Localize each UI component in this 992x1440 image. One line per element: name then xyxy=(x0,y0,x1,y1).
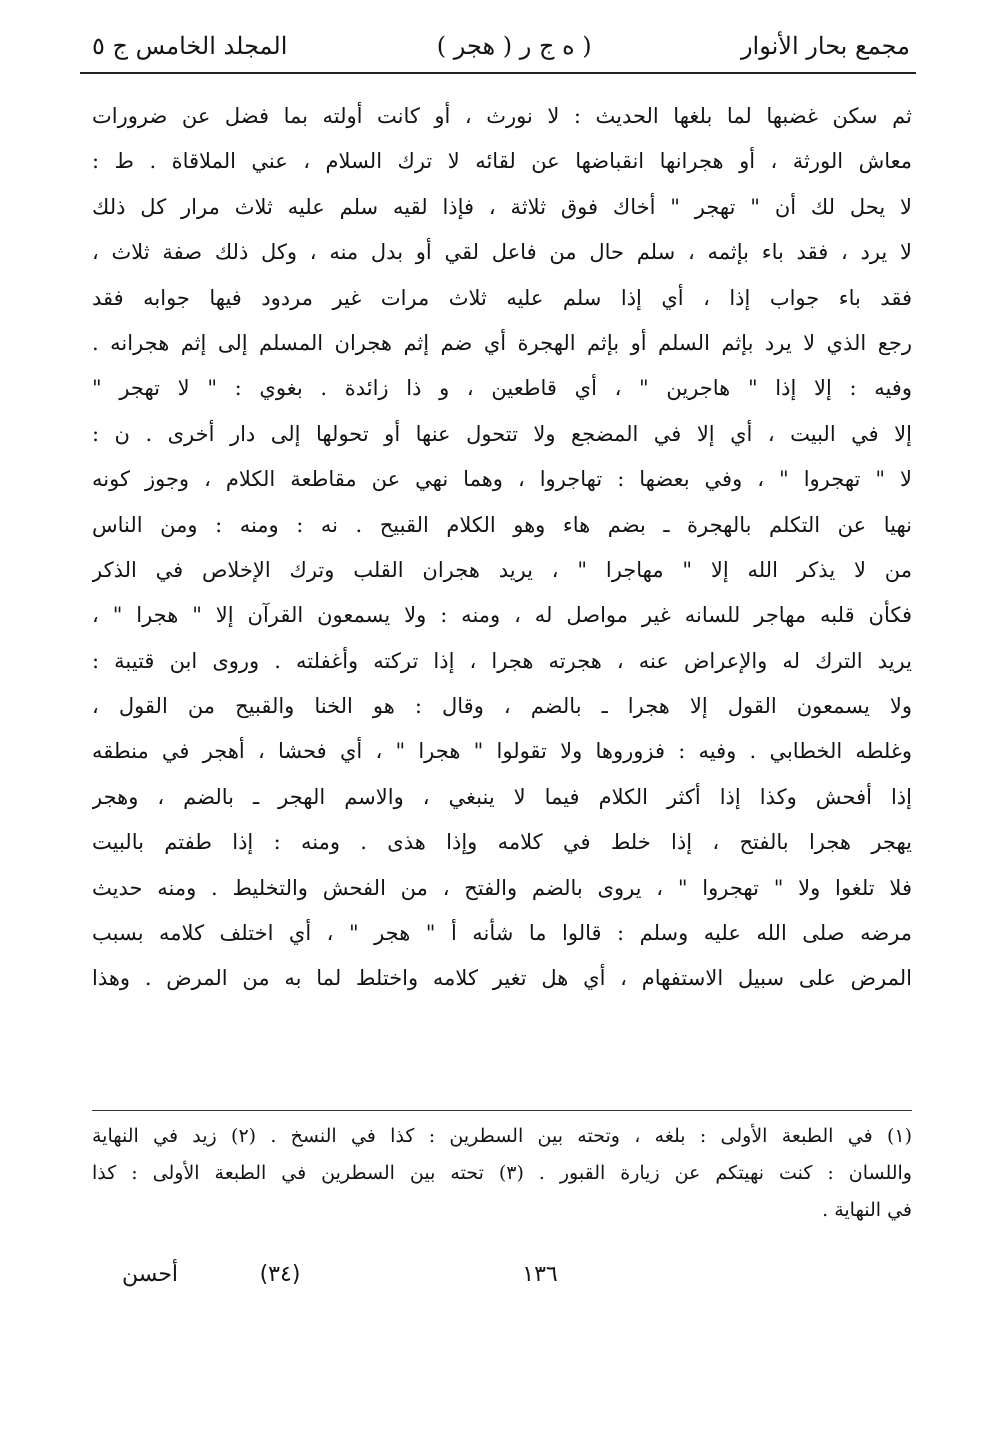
header-rule xyxy=(80,72,916,74)
text-line: المرض على سبيل الاستفهام ، أي هل تغير كلامه واختلط لما به من المرض . وهذا xyxy=(92,966,912,991)
page-footer xyxy=(100,1262,880,1298)
volume-label: المجلد الخامس ج ٥ xyxy=(92,32,288,60)
text-line: معاش الورثة ، أو هجرانها انقباضها عن لقائه لا ترك السلام ، عني الملاقاة . ط : xyxy=(92,149,912,174)
text-line: فلا تلغوا ولا " تهجروا " ، يروى بالضم والفتح ، من الفحش والتخليط . ومنه حديث xyxy=(92,875,912,900)
footnote-rule xyxy=(92,1110,912,1111)
text-line: لا " تهجروا " ، وفي بعضها : تهاجروا ، وهما نهي عن مقاطعة الكلام ، وجوز كونه xyxy=(92,467,912,492)
footnote-line: (١) في الطبعة الأولى : بلغه ، وتحته بين السطرين : كذا في النسخ . (٢) زيد في النهاية xyxy=(92,1125,912,1147)
text-line: نهيا عن التكلم بالهجرة ـ بضم هاء وهو الكلام القبيح . نه : ومنه : ومن الناس xyxy=(92,512,912,537)
text-line: ثم سكن غضبها لما بلغها الحديث : لا نورث ، أو كانت أولته بما فضل عن ضرورات xyxy=(92,104,912,128)
entry-word: ( ه ج ر ( هجر ) xyxy=(436,32,592,60)
text-line: يهجر هجرا بالفتح ، إذا خلط في كلامه وإذا هذى . ومنه : إذا طفتم بالبيت xyxy=(92,830,912,855)
text-line: لا يرد ، فقد باء بإثمه ، سلم حال من فاعل لقي أو بدل منه ، وكل ذلك صفة ثلاث ، xyxy=(92,240,912,265)
footnote-line: في النهاية . xyxy=(822,1199,912,1221)
text-line: إلا في البيت ، أي إلا في المضجع ولا تتحول عنها أو تحولها إلى دار أخرى . ن : xyxy=(92,421,912,446)
page-number: ١٣٦ xyxy=(522,1262,558,1287)
printer-name: أحسن xyxy=(121,1262,179,1287)
signature-number: (٣٤) xyxy=(259,1262,301,1287)
running-header xyxy=(92,26,910,66)
text-line: مرضه صلى الله عليه وسلم : قالوا ما شأنه أ " هجر " ، أي اختلف كلامه بسبب xyxy=(92,921,912,946)
text-line: رجع الذي لا يرد بإثم السلم أو بإثم الهجرة أي ضم إثم هجران المسلم إلى إثم هجرانه . xyxy=(92,330,912,355)
text-line: ولا يسمعون القول إلا هجرا ـ بالضم ، وقال : هو الخنا والقبيح من القول ، xyxy=(92,694,912,719)
text-line: فكأن قلبه مهاجر للسانه غير مواصل له ، ومنه : ولا يسمعون القرآن إلا " هجرا " ، xyxy=(92,603,912,628)
text-line: من لا يذكر الله إلا " مهاجرا " ، يريد هجران القلب وترك الإخلاص في الذكر xyxy=(92,557,912,582)
text-line: إذا أفحش وكذا إذا أكثر الكلام فيما لا ينبغي ، والاسم الهجر ـ بالضم ، وهجر xyxy=(92,784,912,809)
main-text xyxy=(92,94,912,1002)
text-line: فقد باء جواب إذا ، أي إذا سلم عليه ثلاث مرات غير مردود فيها جوابه فقد xyxy=(92,285,912,310)
text-line: وغلطه الخطابي . وفيه : فزوروها ولا تقولوا " هجرا " ، أي فحشا ، أهجر في منطقه xyxy=(92,739,912,764)
footnotes xyxy=(92,1118,912,1229)
text-line: وفيه : إلا إذا " هاجرين " ، أي قاطعين ، و ذا زائدة . بغوي : " لا تهجر " xyxy=(92,376,912,401)
text-line: لا يحل لك أن " تهجر " أخاك فوق ثلاثة ، فإذا لقيه سلم عليه ثلاث مرار كل ذلك xyxy=(92,194,912,219)
text-line: يريد الترك له والإعراض عنه ، هجرته هجرا ، إذا تركته وأغفلته . وروى ابن قتيبة : xyxy=(92,648,912,673)
footnote-line: واللسان : كنت نهيتكم عن زيارة القبور . (٣) تحته بين السطرين في الطبعة الأولى : كذا xyxy=(92,1162,912,1184)
book-title: مجمع بحار الأنوار xyxy=(740,32,910,60)
